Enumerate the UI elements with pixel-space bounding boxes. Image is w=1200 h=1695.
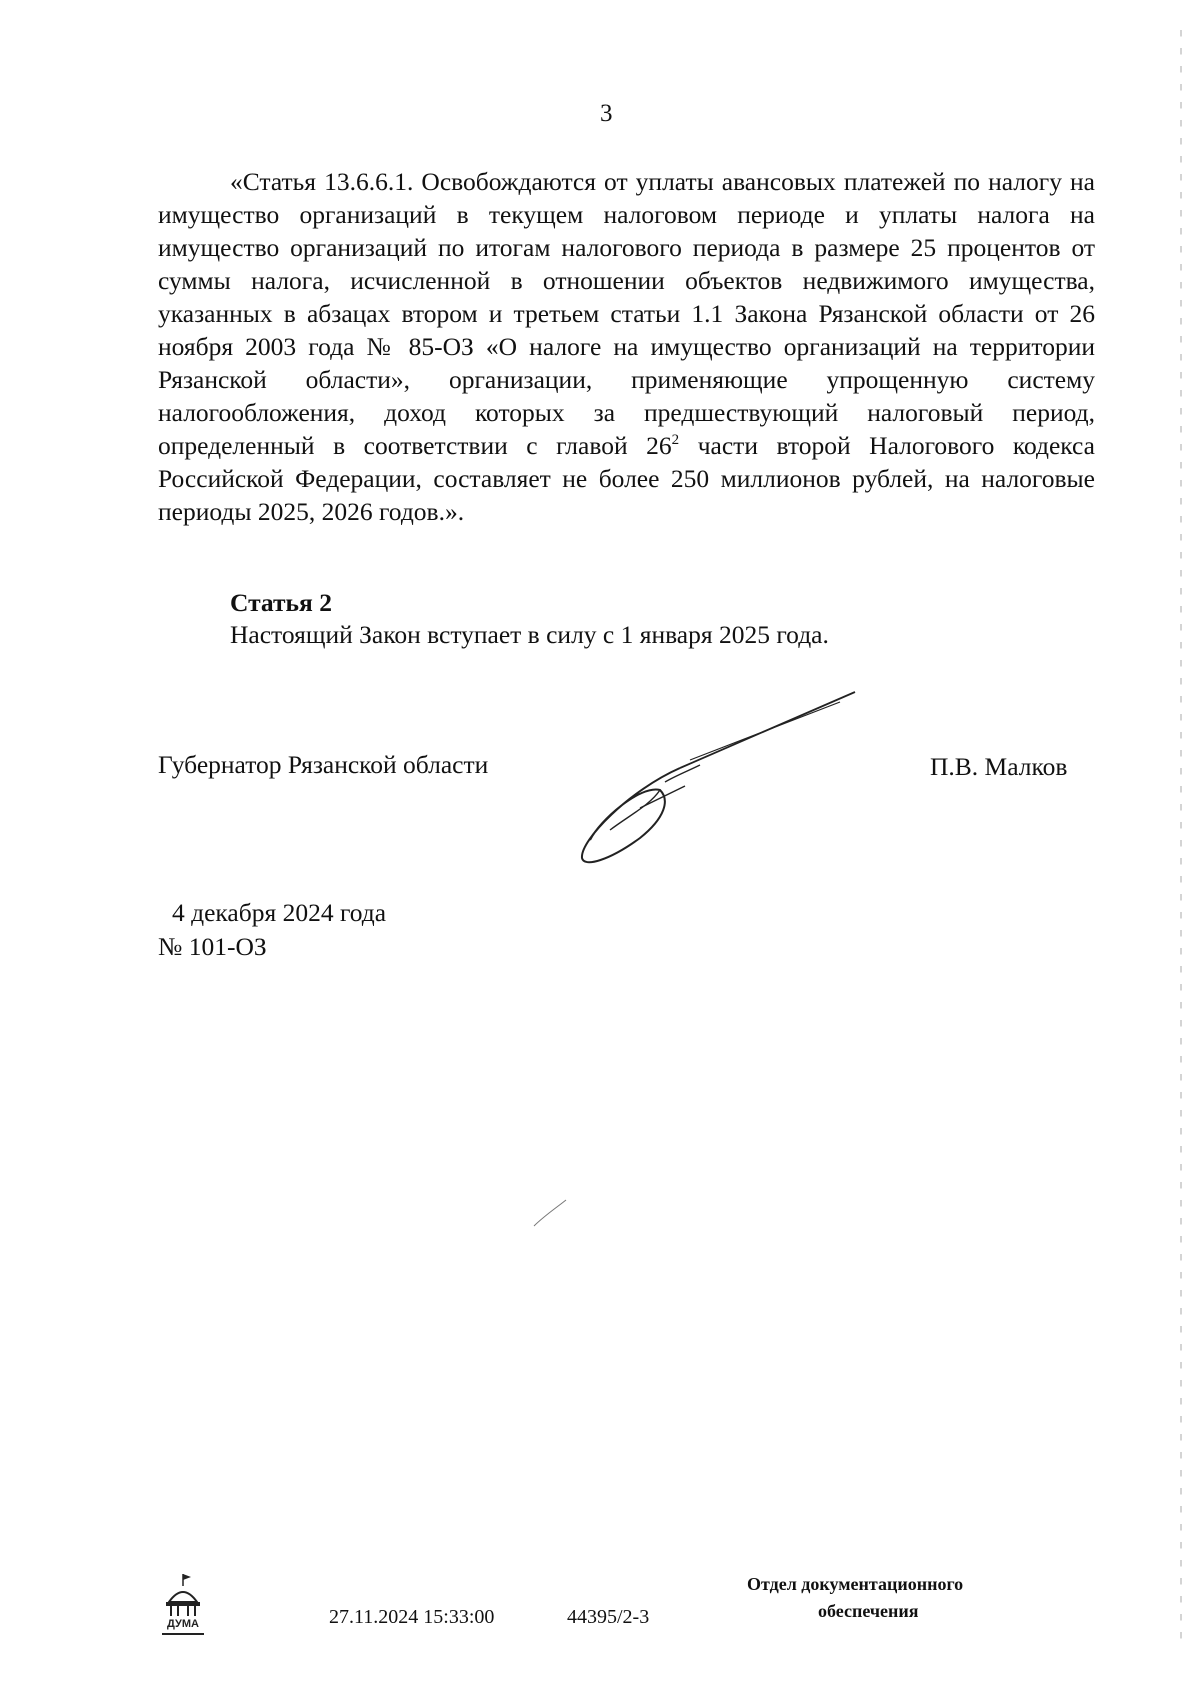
chapter-superscript: 2 <box>671 432 680 448</box>
duma-building-icon <box>158 1572 208 1636</box>
footer-doc-code: 44395/2-3 <box>567 1606 650 1628</box>
governor-name: П.В. Малков <box>930 752 1068 781</box>
article-2-heading: Статья 2 <box>230 588 332 617</box>
article-13-text-end: части второй Налогового кодекса Российской Федерации, составляет не более 250 миллионов рублей, на налоговые периоды 2025, 2026 годов.». <box>158 431 1095 526</box>
page-number: 3 <box>600 100 613 127</box>
scan-edge-marks <box>1180 30 1182 1650</box>
article-2-body: Настоящий Закон вступает в силу с 1 января 2025 года. <box>230 620 829 649</box>
governor-title: Губернатор Рязанской области <box>158 750 489 779</box>
article-13-text-start: «Статья 13.6.6.1. Освобождаются от уплаты авансовых платежей по налогу на имущество организаций в текущем налоговом периоде и уплаты налога на имущество организаций по итогам налогового периода в размере 25 процентов от суммы налога, исчисленной в отношении объектов недвижимого имущества, указанных в абзацах втором и третьем статьи 1.1 Закона Рязанской области от 26 ноября 2003 года № 85-ОЗ «О налоге на имущество организаций на территории Рязанской области», организации, применяющие упрощенную систему налогообложения, доход которых за предшествующий налоговый период, определенный в соответствии с главой 26 <box>158 167 1095 460</box>
law-date: 4 декабря 2024 года <box>172 898 387 927</box>
footer-timestamp: 27.11.2024 15:33:00 <box>329 1606 495 1628</box>
handwritten-signature <box>570 690 860 870</box>
duma-logo-text: ДУМА <box>167 1618 199 1630</box>
department-stamp-line2: обеспечения <box>818 1601 919 1621</box>
department-stamp-line1: Отдел документационного <box>747 1574 964 1594</box>
article-13-paragraph <box>158 165 1095 528</box>
pen-mark <box>532 1198 568 1228</box>
law-number: № 101-ОЗ <box>158 932 267 961</box>
